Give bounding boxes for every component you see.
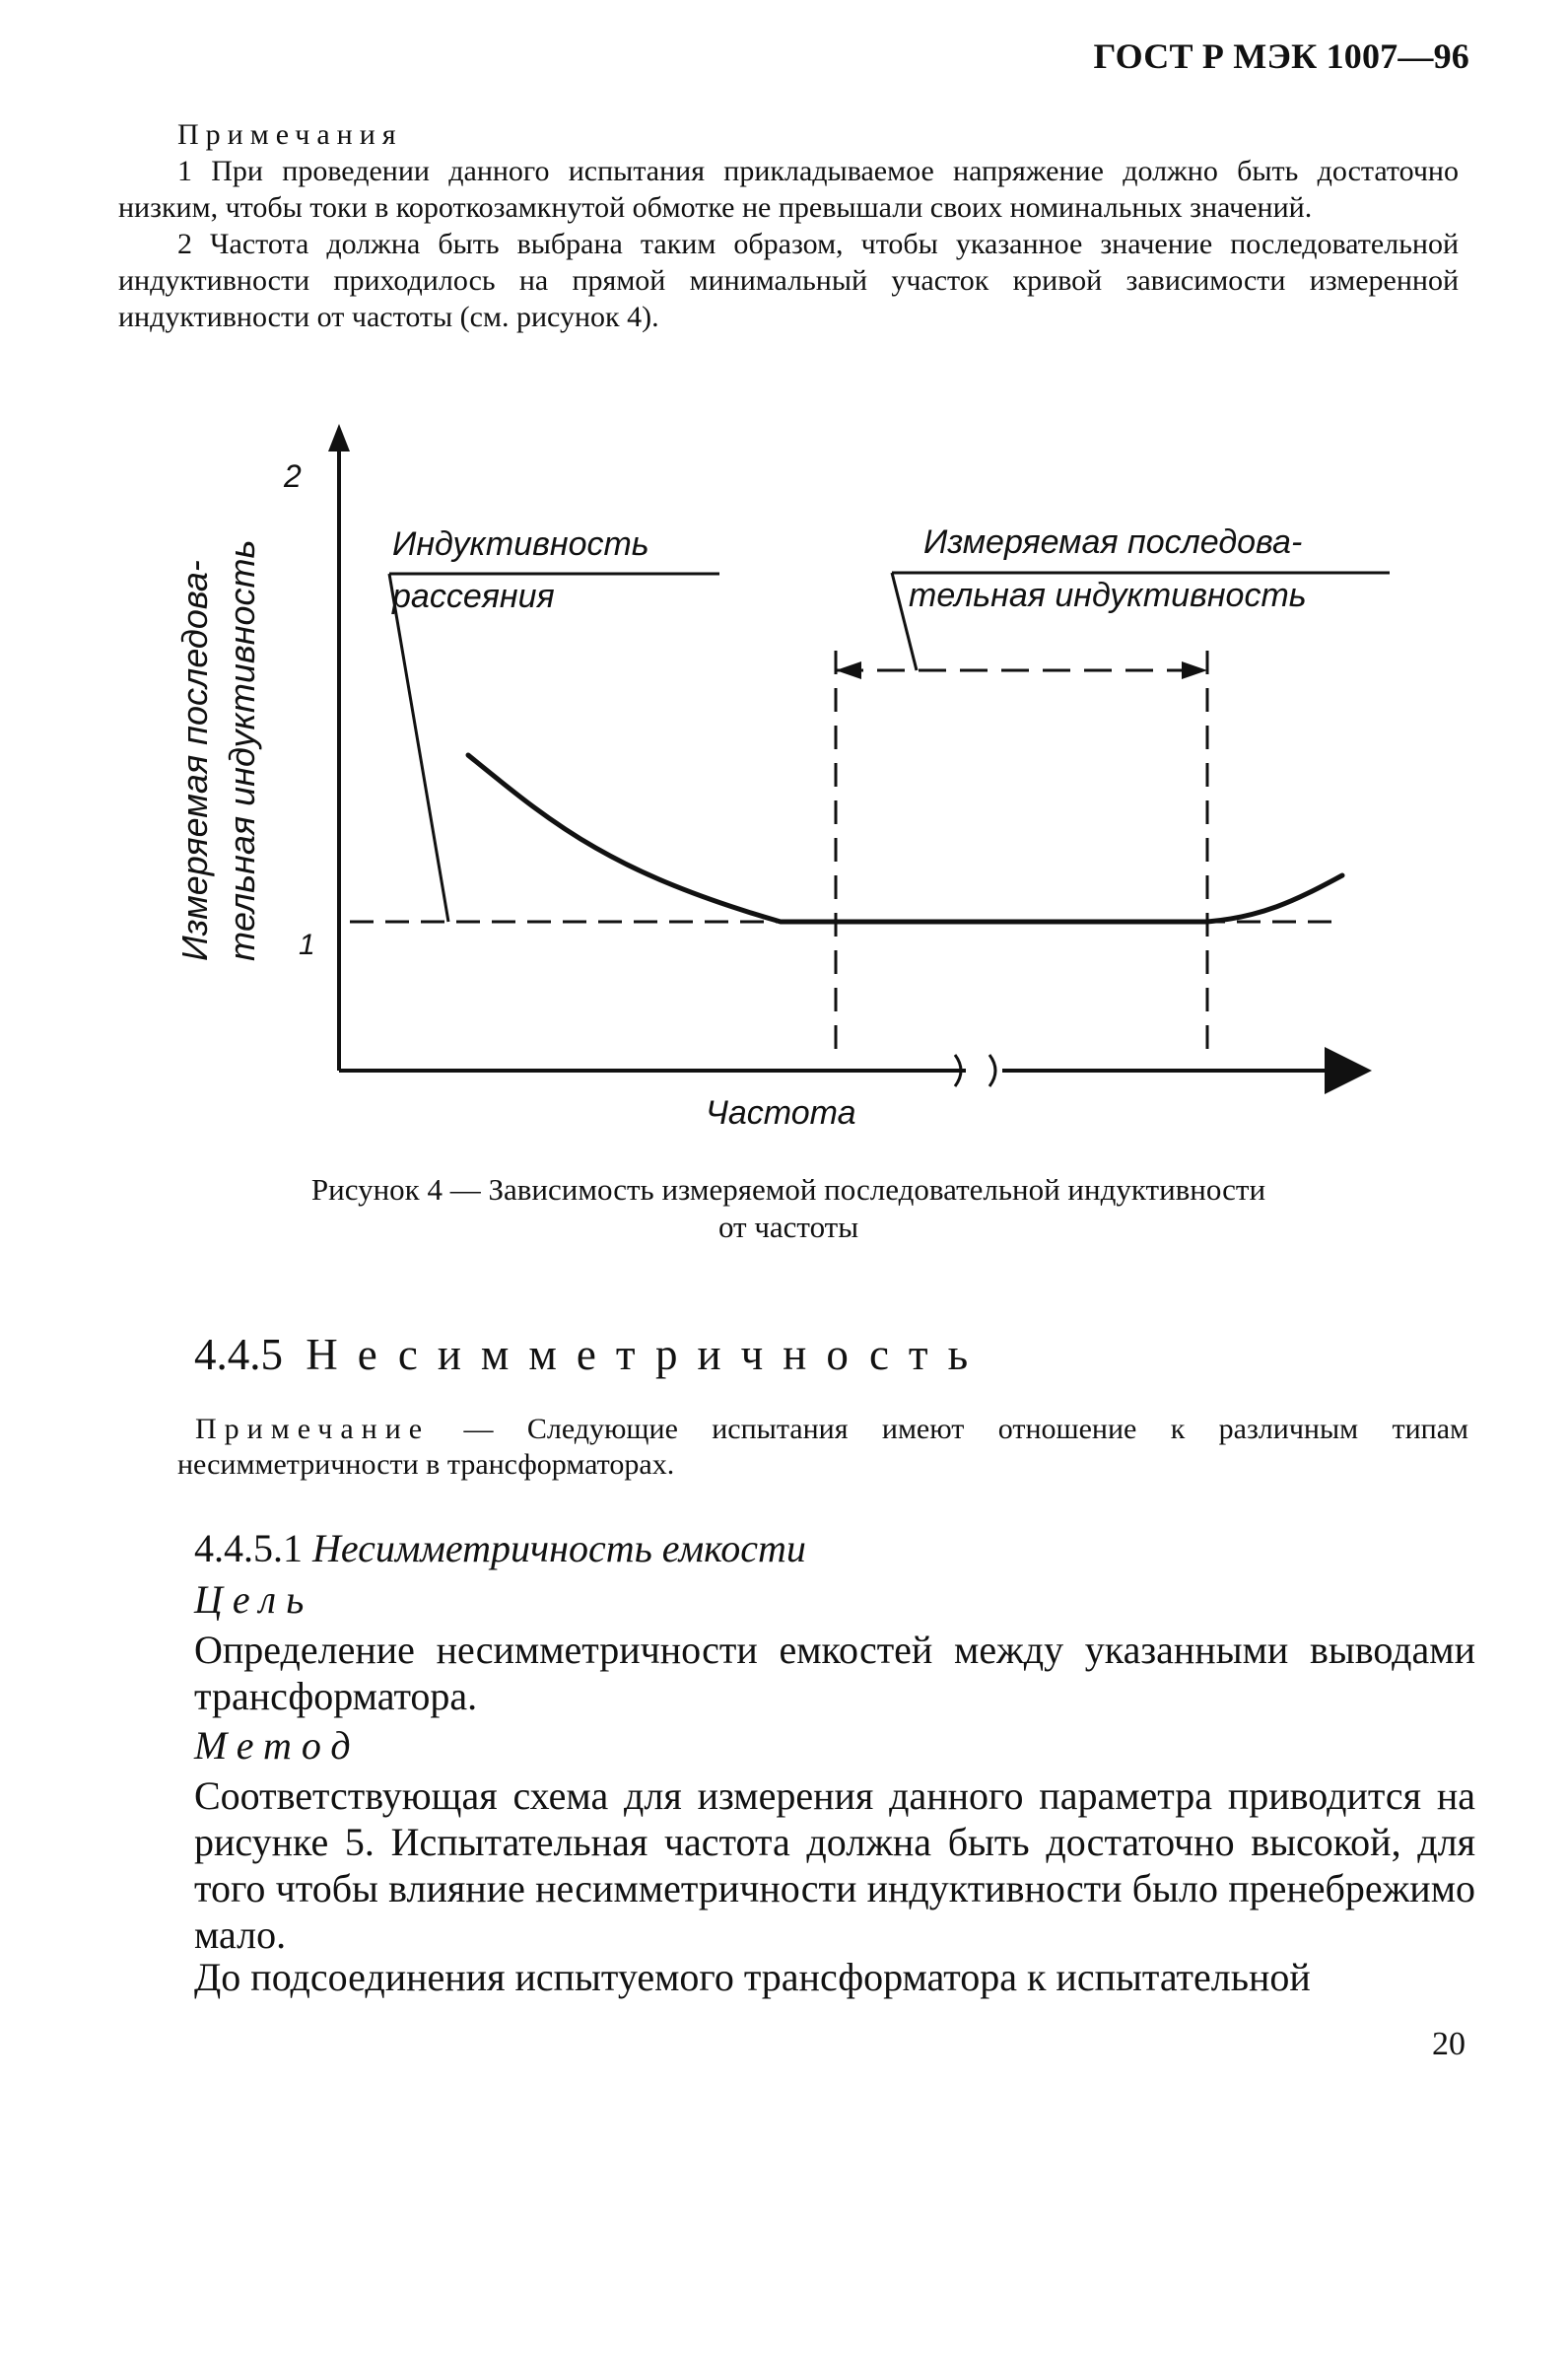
notes-title: Примечания bbox=[177, 118, 403, 151]
notes-block bbox=[118, 116, 1459, 335]
section-note-paragraph bbox=[177, 1412, 1468, 1483]
document-header-code: ГОСТ Р МЭК 1007—96 bbox=[1093, 36, 1469, 76]
subsection-title-4451: Несимметричность емкости bbox=[312, 1526, 806, 1570]
section-number-445: 4.4.5 bbox=[194, 1330, 283, 1379]
left-callout-line-1: Индуктивность bbox=[392, 525, 649, 563]
right-callout-line-2: тельная индуктивность bbox=[909, 577, 1307, 614]
subsection-heading-4451 bbox=[194, 1526, 806, 1571]
figure-4 bbox=[168, 424, 1399, 1153]
method-label: Метод bbox=[194, 1723, 361, 1768]
figure-caption-line-2: от частоты bbox=[717, 1210, 859, 1244]
method-text: Соответствующая схема для измерения данного параметра приводится на рисунке 5. Испытательная частота должна быть достаточно высокой, для того чтобы влияние несимметричности индуктивности было пренебрежимо мало. bbox=[194, 1773, 1475, 1957]
y-tick-bottom: 1 bbox=[299, 929, 315, 961]
goal-text: Определение несимметричности емкостей между указанными выводами трансформатора. bbox=[194, 1628, 1475, 1718]
y-axis-arrow-icon bbox=[328, 424, 350, 451]
continuation-text: До подсоединения испытуемого трансформатора к испытательной bbox=[194, 1955, 1311, 1999]
section-note-label: Примечание bbox=[195, 1413, 431, 1445]
x-axis-break-marks bbox=[955, 1055, 995, 1086]
figure-caption-line-1: Рисунок 4 — Зависимость измеряемой последовательной индуктивности bbox=[310, 1172, 1266, 1207]
section-title-445: Несимметричность bbox=[306, 1330, 989, 1379]
figure-4-diagram bbox=[168, 424, 1399, 1153]
y-axis-label-line-2: тельная индуктивность bbox=[222, 539, 262, 961]
inductance-curve bbox=[468, 755, 1342, 922]
figure-caption bbox=[197, 1171, 1380, 1246]
right-callout-line-1: Измеряемая последова- bbox=[923, 523, 1303, 561]
bracket-right-arrow-icon bbox=[1182, 661, 1207, 679]
section-note-block bbox=[177, 1412, 1468, 1483]
y-axis-label-group bbox=[174, 540, 262, 961]
x-axis-label: Частота bbox=[706, 1094, 856, 1132]
left-callout-line-2: рассеяния bbox=[392, 578, 555, 615]
y-axis-label-line-1: Измеряемая последова- bbox=[174, 560, 215, 961]
y-tick-top: 2 bbox=[284, 458, 302, 494]
page-number: 20 bbox=[1432, 2026, 1466, 2062]
section-note-text: — Следующие испытания имеют отношение к различным типам несимметричности в трансформаторах. bbox=[177, 1413, 1468, 1481]
bracket-left-arrow-icon bbox=[836, 661, 861, 679]
note-item-1: 1 При проведении данного испытания прикладываемое напряжение должно быть достаточно низким, чтобы токи в короткозамкнутой обмотке не превышали своих номинальных значений. bbox=[118, 155, 1459, 224]
subsection-number-4451: 4.4.5.1 bbox=[194, 1526, 303, 1570]
section-heading-445 bbox=[194, 1329, 988, 1380]
goal-label: Цель bbox=[194, 1577, 314, 1622]
left-callout-pointer bbox=[389, 574, 448, 922]
note-item-2: 2 Частота должна быть выбрана таким образом, чтобы указанное значение последовательной индуктивности приходилось на прямой минимальный участок кривой зависимости измеренной индуктивности от частоты (см. рисунок 4). bbox=[118, 228, 1459, 333]
